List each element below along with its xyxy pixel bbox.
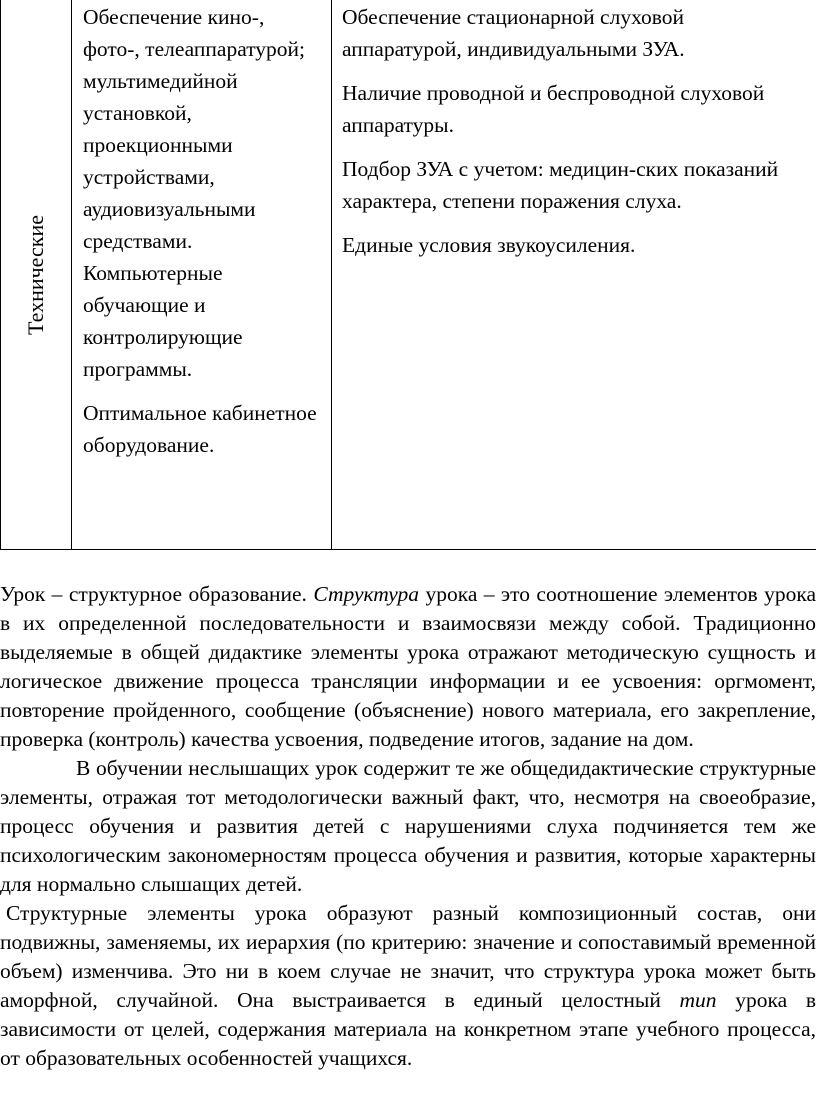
- paragraph-elements: Структурные элементы урока образуют разный композиционный состав, они подвижны, заменяемы, их иерархия (по критерию: значение и сопоставимый временной объем) изменчива. Это ни в коем случае не значит, что структура урока может быть аморфной, случайной. Она выстраивается в единый целостный тип урока в зависимости от целей, содержания материала на конкретном этапе учебного процесса, от образовательных особенностей учащихся.: [0, 901, 816, 1070]
- paragraph-deaf-education: В обучении неслышащих урок содержит те же общедидактические структурные элементы, отражая тот методологически важный факт, что, несмотря на своеобразие, процесс обучения и развития детей с нарушениями слуха подчиняется тем же психологическим закономерностям процесса обучения и развития, которые характерны для нормально слышащих детей.: [0, 756, 816, 896]
- table-divider: [331, 0, 332, 550]
- equipment-cell: [83, 1, 323, 461]
- hearing-text: Единые условия звукоусиления.: [342, 233, 636, 257]
- category-cell: [1, 0, 71, 550]
- category-label: Технические: [23, 215, 48, 335]
- hearing-text: Подбор ЗУА с учетом: медицин-ских показаний характера, степени поражения слуха.: [342, 157, 779, 213]
- table-divider: [71, 0, 72, 550]
- equipment-text: Обеспечение кино-, фото-, телеаппаратурой; мультимедийной установкой, проекционными устройствами, аудиовизуальными средствами. Компьютерные обучающие и контролирующие программы.: [83, 5, 306, 381]
- hearing-text: Обеспечение стационарной слуховой аппаратурой, индивидуальными ЗУА.: [342, 5, 685, 61]
- hearing-equipment-cell: [342, 1, 816, 261]
- hearing-text: Наличие проводной и беспроводной слуховой аппаратуры.: [342, 81, 765, 137]
- paragraph-structure: Урок – структурное образование. Структура урока – это соотношение элементов урока в их определенной последовательности и взаимосвязи между собой. Традиционно выделяемые в общей дидактике элементы урока отражают методическую сущность и логическое движение процесса трансляции информации и ее усвоения: оргмомент, повторение пройденного, сообщение (объяснение) нового материала, его закрепление, проверка (контроль) качества усвоения, подведение итогов, задание на дом.: [0, 582, 816, 751]
- requirements-table: [0, 0, 816, 550]
- body-text: [0, 580, 816, 1073]
- italic-term: тип: [679, 988, 717, 1012]
- equipment-text: Оптимальное кабинетное оборудование.: [83, 401, 317, 457]
- italic-term: Структура: [313, 582, 420, 606]
